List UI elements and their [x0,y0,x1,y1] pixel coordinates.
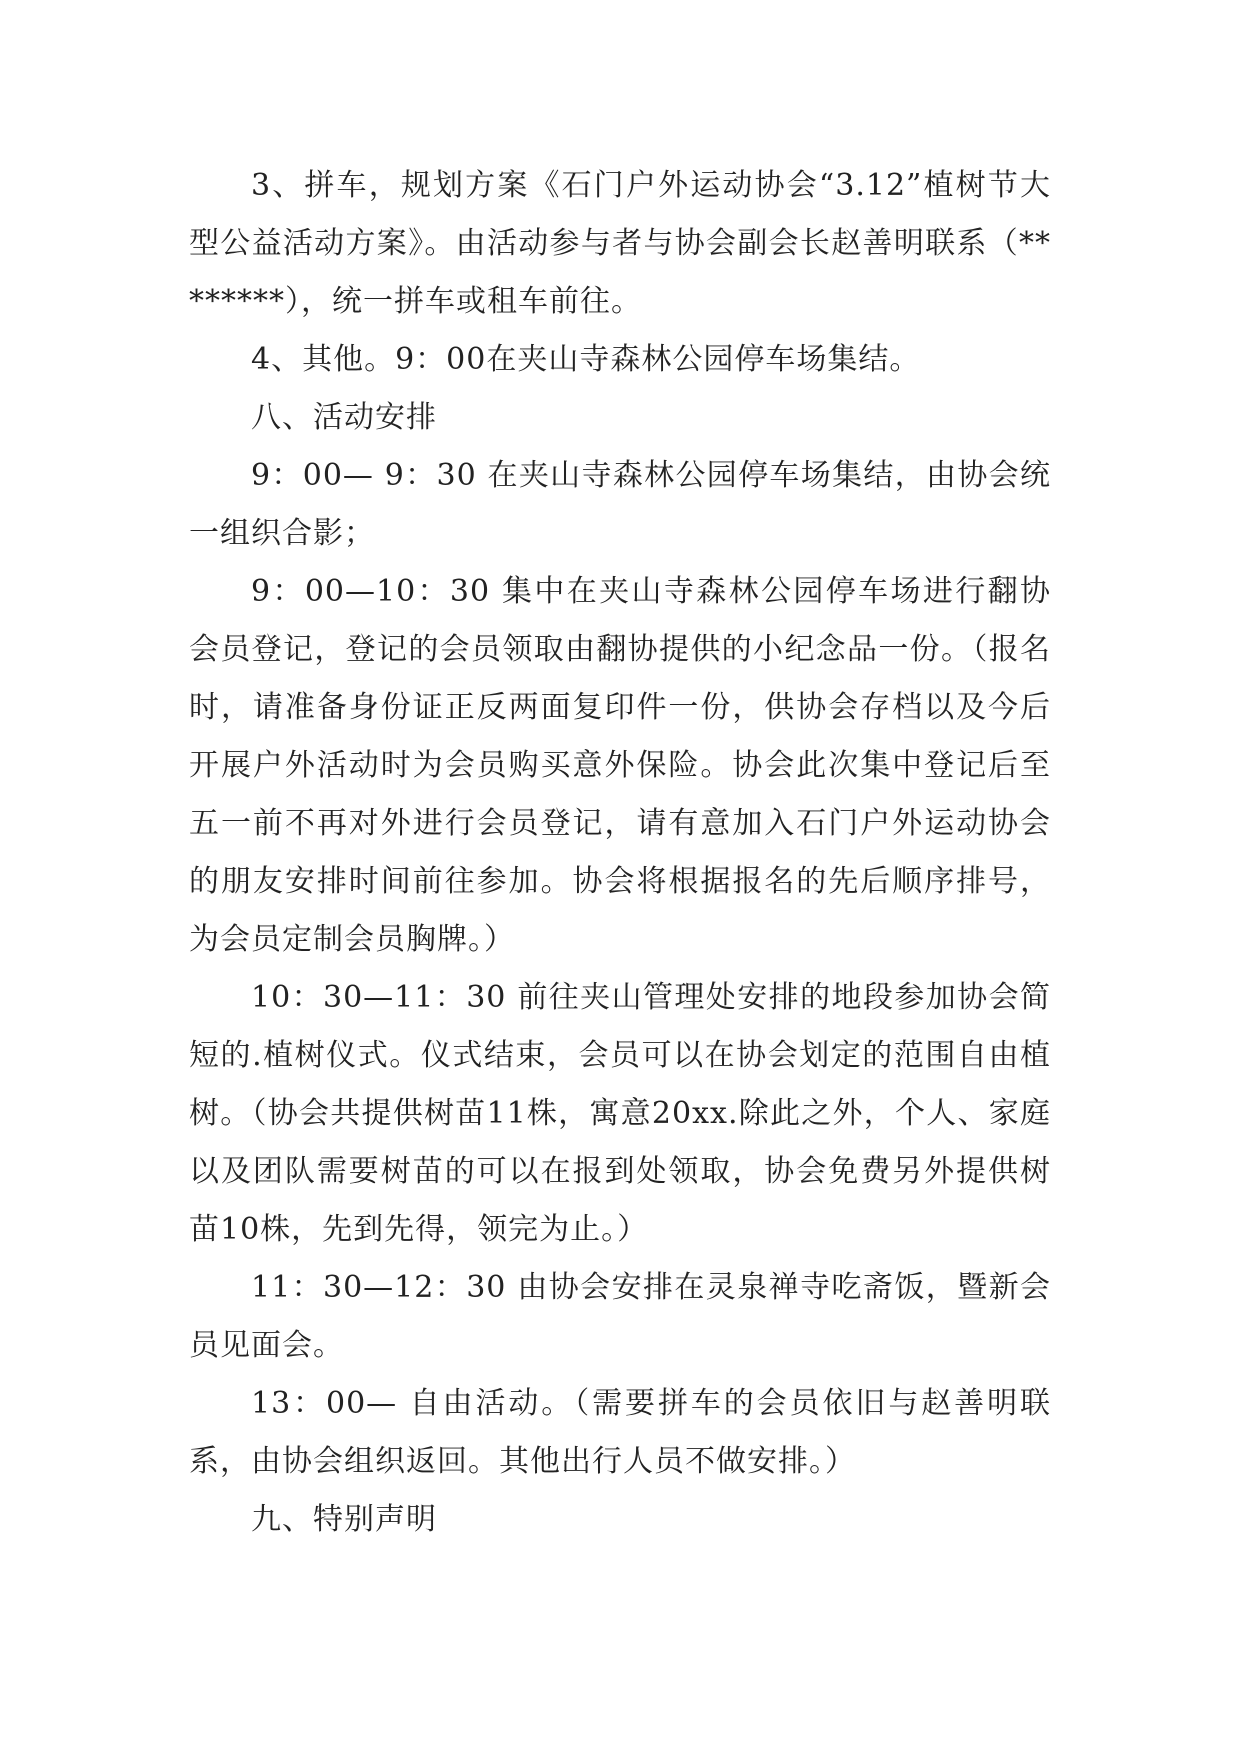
section-heading-statement: 九、特别声明 [251,1502,437,1537]
paragraph-schedule-free-activity: 13：00— 自由活动。（需要拼车的会员依旧与赵善明联系，由协会组织返回。其他出行人员不做安排。） [189,1386,1051,1479]
paragraph-carpool: 3、拼车，规划方案《石门户外运动协会“3.12”植树节大型公益活动方案》。由活动参与者与协会副会长赵善明联系（********），统一拼车或租车前往。 [189,168,1051,319]
paragraph-schedule-assembly: 9：00— 9：30 在夹山寺森林公园停车场集结，由协会统一组织合影； [189,458,1051,551]
document-body [189,157,1051,1549]
paragraph-schedule-lunch: 11：30—12：30 由协会安排在灵泉禅寺吃斋饭，暨新会员见面会。 [189,1270,1051,1363]
paragraph-schedule-planting: 10：30—11：30 前往夹山管理处安排的地段参加协会简短的.植树仪式。仪式结束，会员可以在协会划定的范围自由植树。（协会共提供树苗11株，寓意20xx.除此之外，个人、家庭以及团队需要树苗的可以在报到处领取，协会免费另外提供树苗10株，先到先得，领完为止。） [189,980,1051,1247]
paragraph-schedule-registration: 9：00—10：30 集中在夹山寺森林公园停车场进行翻协会员登记，登记的会员领取由翻协提供的小纪念品一份。（报名时，请准备身份证正反两面复印件一份，供协会存档以及今后开展户外活动时为会员购买意外保险。协会此次集中登记后至五一前不再对外进行会员登记，请有意加入石门户外运动协会的朋友安排时间前往参加。协会将根据报名的先后顺序排号，为会员定制会员胸牌。） [189,574,1051,957]
section-heading-schedule: 八、活动安排 [251,400,437,435]
paragraph-other: 4、其他。9：00在夹山寺森林公园停车场集结。 [251,342,921,377]
